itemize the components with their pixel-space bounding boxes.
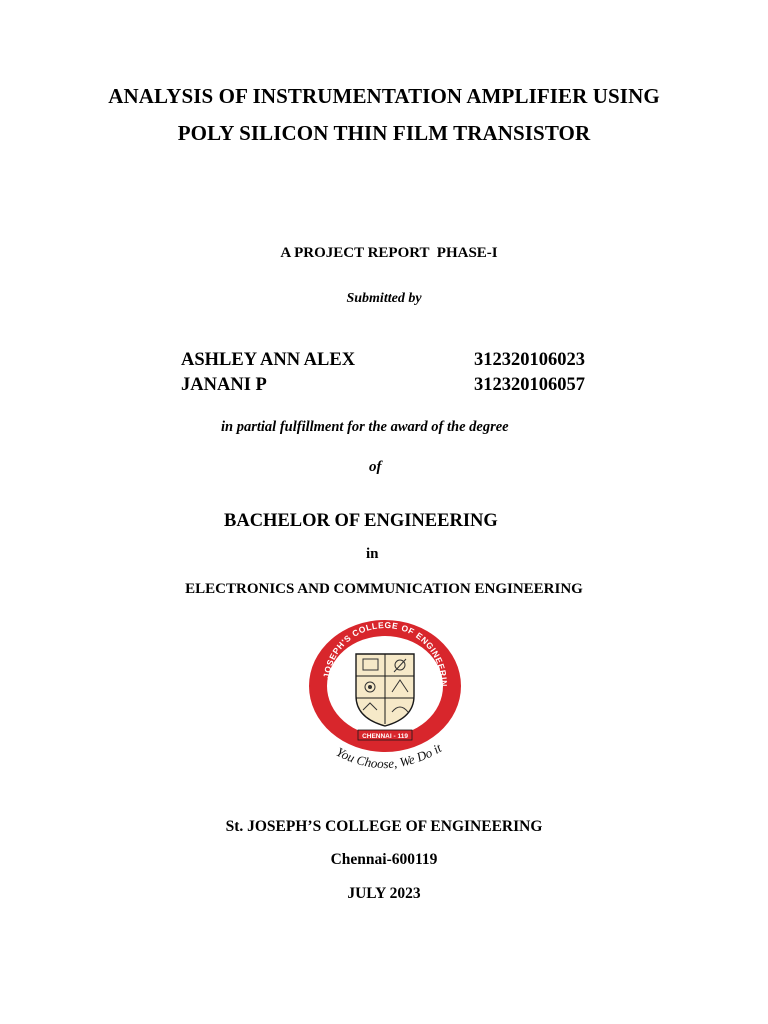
report-type: A PROJECT REPORT PHASE-I [280, 245, 498, 261]
student-reg-1: 312320106023 [474, 350, 585, 370]
submitted-by: Submitted by [346, 291, 422, 306]
college-logo [300, 614, 470, 786]
in-text: in [366, 546, 379, 562]
student-reg-2: 312320106057 [474, 375, 585, 395]
title-line-1: ANALYSIS OF INSTRUMENTATION AMPLIFIER USING [108, 84, 660, 108]
student-name-1: ASHLEY ANN ALEX [181, 350, 356, 370]
degree-name: BACHELOR OF ENGINEERING [224, 511, 498, 531]
branch-name: ELECTRONICS AND COMMUNICATION ENGINEERING [185, 581, 583, 597]
college-name: St. JOSEPH’S COLLEGE OF ENGINEERING [225, 818, 543, 835]
student-name-2: JANANI P [181, 375, 267, 395]
of-text: of [369, 459, 382, 475]
seal-ring-text: . JOSEPH'S COLLEGE OF ENGINEERIN [320, 619, 450, 688]
fulfillment-text: in partial fulfillment for the award of the degree [221, 419, 509, 435]
seal-motto: You Choose, We Do it [333, 740, 445, 772]
report-date: JULY 2023 [347, 885, 421, 902]
title-line-2: POLY SILICON THIN FILM TRANSISTOR [177, 121, 591, 145]
seal-city-text: CHENNAI - 119 [362, 733, 408, 740]
college-seal-icon [300, 614, 470, 786]
seal-shield [356, 654, 414, 726]
college-city: Chennai-600119 [330, 851, 438, 868]
